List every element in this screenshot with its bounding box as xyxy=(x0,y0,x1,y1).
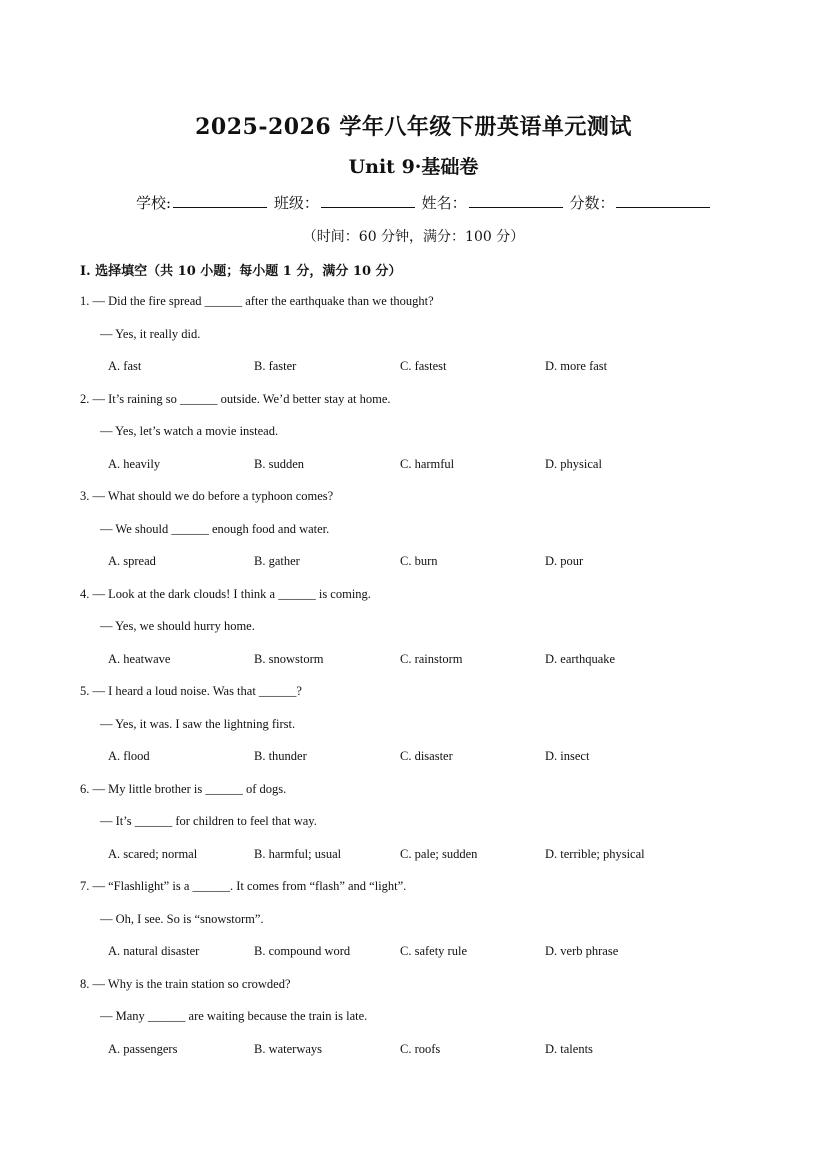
option-d[interactable]: D. earthquake xyxy=(545,652,616,666)
school-label: 学校: xyxy=(136,194,172,212)
option-a[interactable]: A. spread xyxy=(108,554,156,568)
page-title: 2025-2026 学年八年级下册英语单元测试 xyxy=(195,114,632,140)
question-stem: 8. — Why is the train station so crowded? xyxy=(80,977,291,991)
option-b[interactable]: B. compound word xyxy=(254,944,351,958)
question-stem: 6. — My little brother is ______ of dogs. xyxy=(80,782,287,796)
option-a[interactable]: A. heatwave xyxy=(108,652,171,666)
question-reply: — Yes, it really did. xyxy=(100,327,201,341)
option-d[interactable]: D. pour xyxy=(545,554,584,568)
option-a[interactable]: A. flood xyxy=(108,749,150,763)
time-info: （时间：60 分钟，满分：100 分） xyxy=(302,229,525,245)
option-d[interactable]: D. verb phrase xyxy=(545,944,619,958)
score-label: 分数： xyxy=(569,194,615,212)
class-blank[interactable] xyxy=(321,193,415,208)
option-b[interactable]: B. waterways xyxy=(254,1042,323,1056)
option-c[interactable]: C. fastest xyxy=(400,359,447,373)
option-d[interactable]: D. talents xyxy=(545,1042,593,1056)
option-a[interactable]: A. fast xyxy=(108,359,142,373)
option-c[interactable]: C. safety rule xyxy=(400,944,467,958)
option-d[interactable]: D. more fast xyxy=(545,359,608,373)
section-title: I. 选择填空（共 10 小题；每小题 1 分，满分 10 分） xyxy=(80,264,402,279)
option-d[interactable]: D. insect xyxy=(545,749,590,763)
question-reply: — It’s ______ for children to feel that way. xyxy=(100,814,317,828)
option-b[interactable]: B. sudden xyxy=(254,457,304,471)
page-subtitle: Unit 9·基础卷 xyxy=(348,156,479,178)
question-reply: — Yes, it was. I saw the lightning first. xyxy=(100,717,296,731)
option-c[interactable]: C. disaster xyxy=(400,749,453,763)
option-d[interactable]: D. physical xyxy=(545,457,602,471)
question-reply: — Many ______ are waiting because the train is late. xyxy=(100,1009,368,1023)
question-reply: — Yes, let’s watch a movie instead. xyxy=(100,424,279,438)
option-b[interactable]: B. thunder xyxy=(254,749,307,763)
option-c[interactable]: C. harmful xyxy=(400,457,455,471)
name-blank[interactable] xyxy=(469,193,563,208)
option-b[interactable]: B. gather xyxy=(254,554,300,568)
option-b[interactable]: B. harmful; usual xyxy=(254,847,342,861)
option-b[interactable]: B. faster xyxy=(254,359,297,373)
option-c[interactable]: C. burn xyxy=(400,554,438,568)
option-c[interactable]: C. roofs xyxy=(400,1042,441,1056)
option-b[interactable]: B. snowstorm xyxy=(254,652,324,666)
question-reply: — Oh, I see. So is “snowstorm”. xyxy=(100,912,264,926)
question-stem: 5. — I heard a loud noise. Was that ______? xyxy=(80,684,302,698)
question-reply: — We should ______ enough food and water. xyxy=(100,522,330,536)
option-a[interactable]: A. scared; normal xyxy=(108,847,198,861)
option-a[interactable]: A. heavily xyxy=(108,457,161,471)
score-blank[interactable] xyxy=(616,193,710,208)
option-a[interactable]: A. natural disaster xyxy=(108,944,200,958)
option-c[interactable]: C. rainstorm xyxy=(400,652,463,666)
question-stem: 4. — Look at the dark clouds! I think a ______ is coming. xyxy=(80,587,371,601)
option-c[interactable]: C. pale; sudden xyxy=(400,847,478,861)
option-a[interactable]: A. passengers xyxy=(108,1042,178,1056)
name-label: 姓名： xyxy=(421,194,467,212)
question-stem: 2. — It’s raining so ______ outside. We’d better stay at home. xyxy=(80,392,391,406)
question-stem: 7. — “Flashlight” is a ______. It comes from “flash” and “light”. xyxy=(80,879,407,893)
question-reply: — Yes, we should hurry home. xyxy=(100,619,255,633)
student-info-line xyxy=(136,192,712,213)
option-d[interactable]: D. terrible; physical xyxy=(545,847,645,861)
school-blank[interactable] xyxy=(173,193,267,208)
question-stem: 3. — What should we do before a typhoon comes? xyxy=(80,489,334,503)
question-stem: 1. — Did the fire spread ______ after the earthquake than we thought? xyxy=(80,294,434,308)
class-label: 班级： xyxy=(273,194,319,212)
